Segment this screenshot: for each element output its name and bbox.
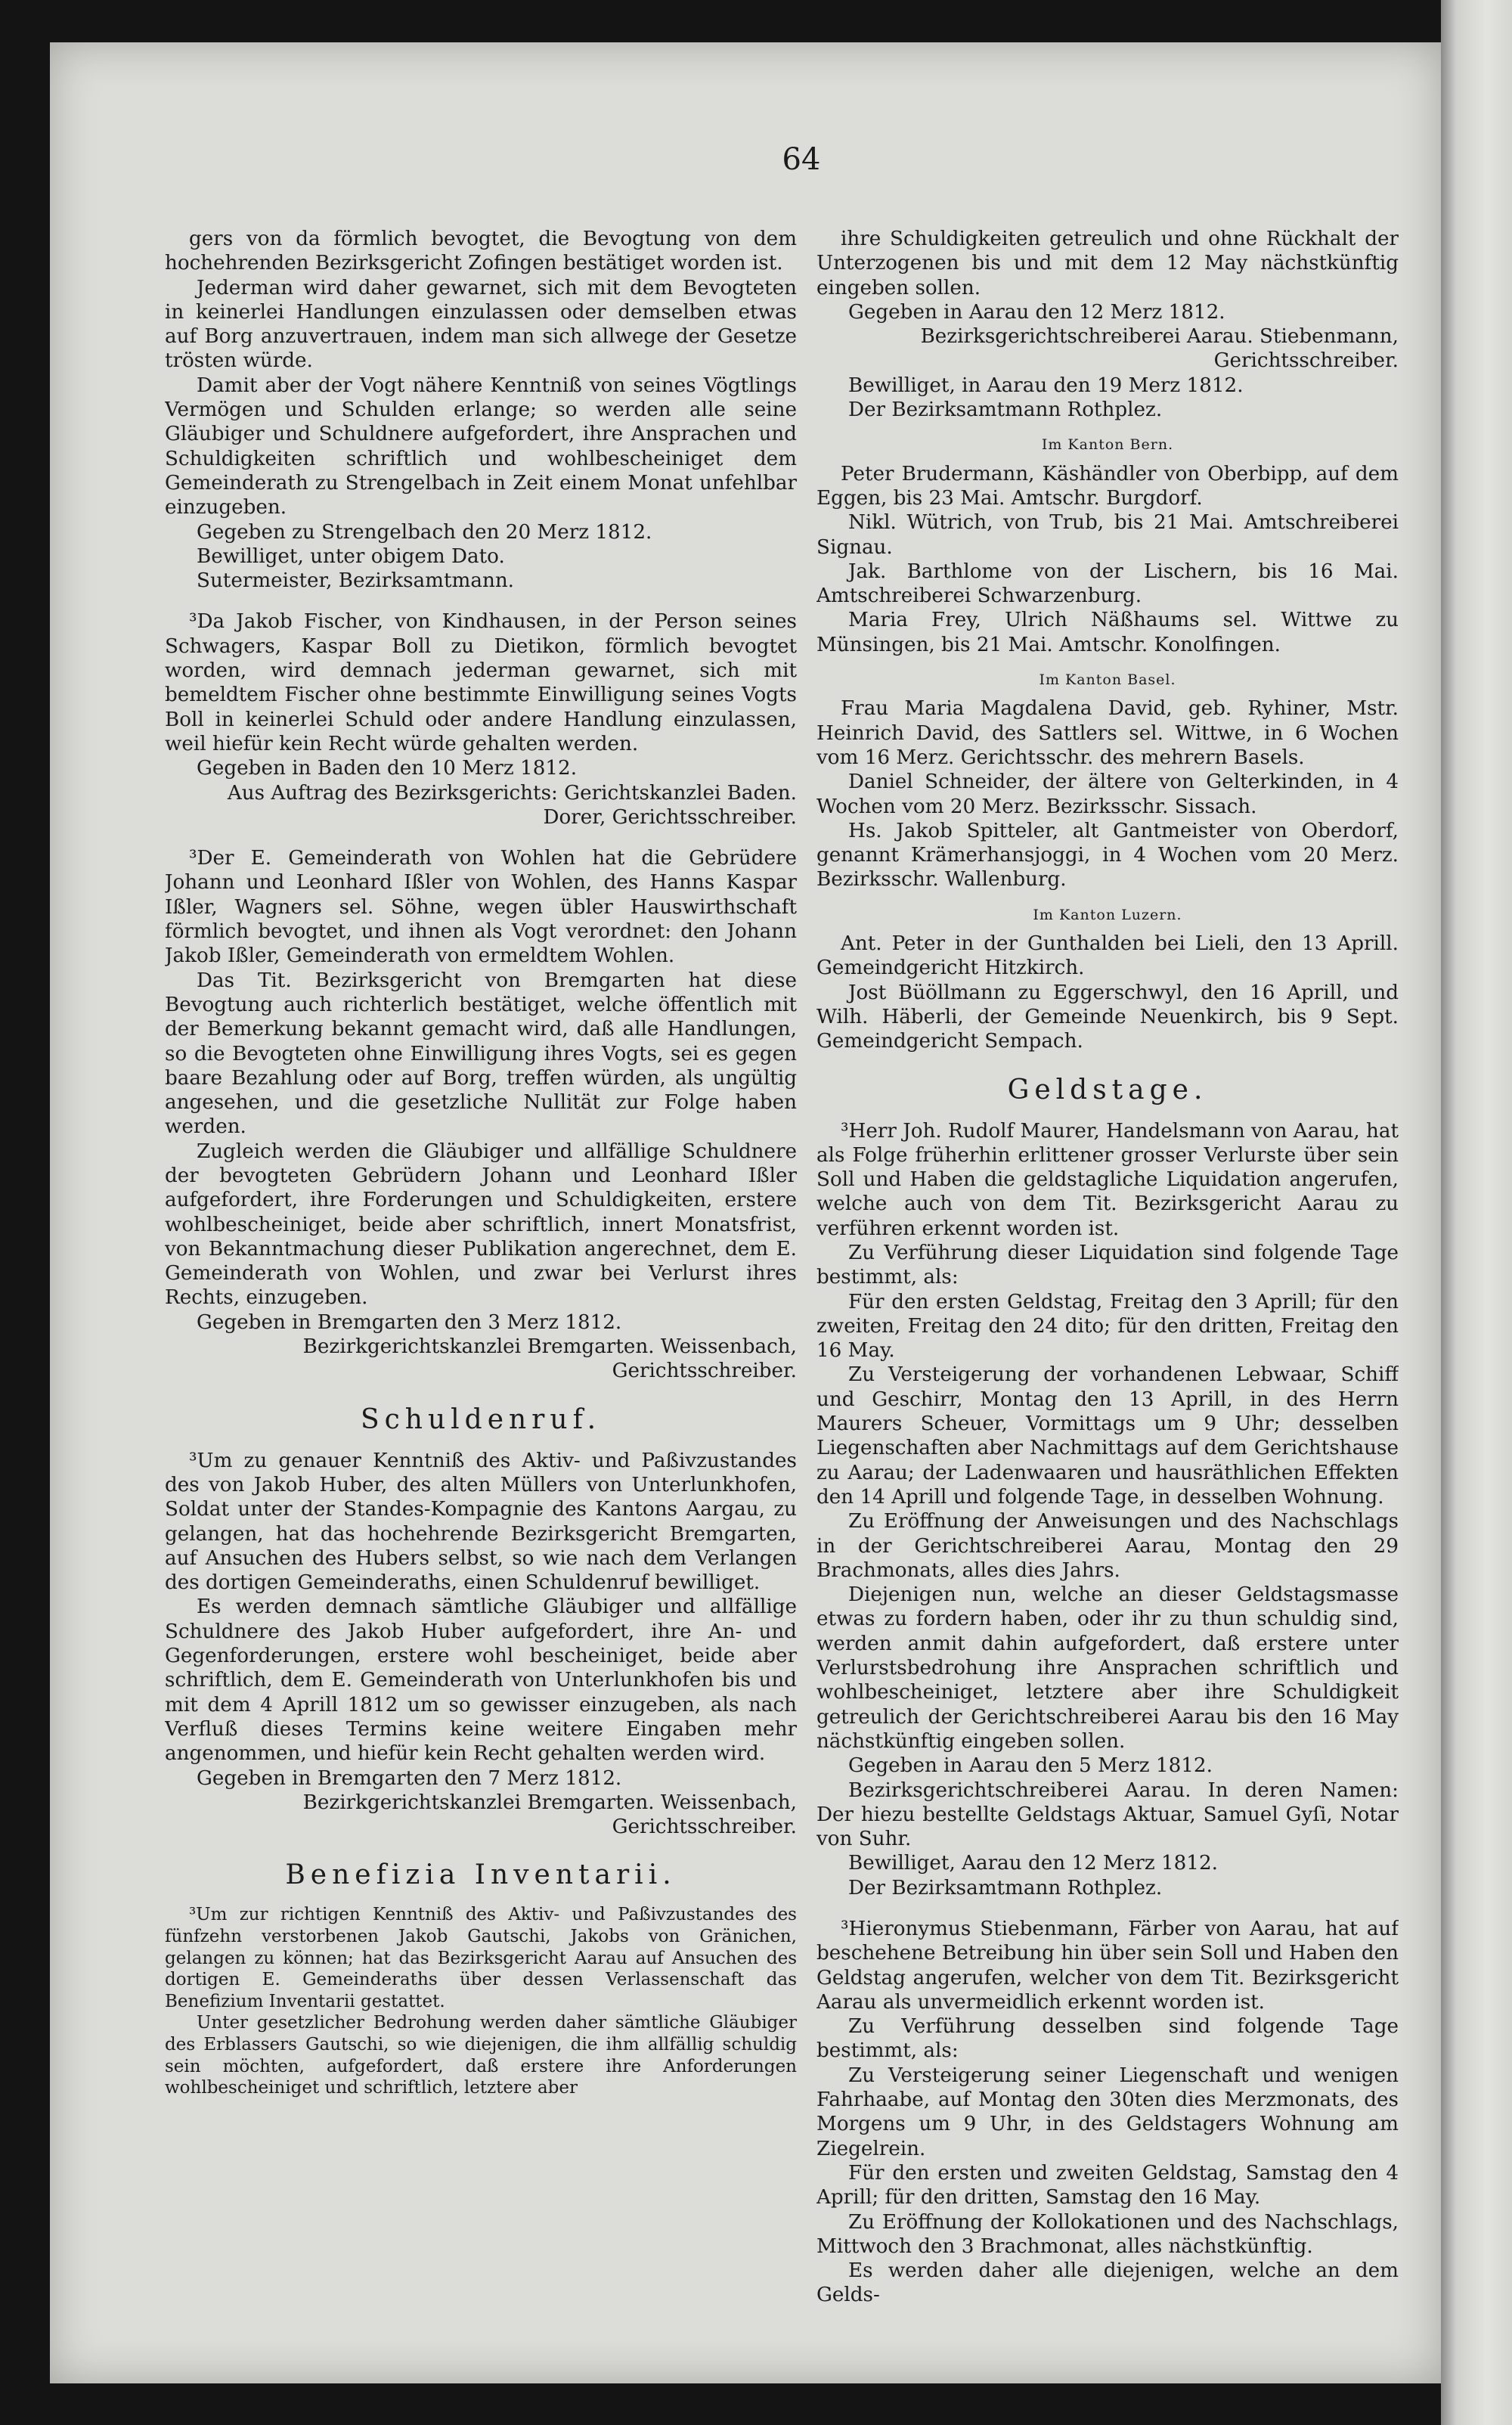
- notice-paragraph: ³Um zu genauer Kenntniß des Aktiv- und Paßivzustandes des von Jakob Huber, des alten Müllers von Unterlunkhofen, Soldat unter der Standes-Kompagnie des Kantons Aargau, zu gelangen, hat das hochehrende Bezirksgericht Bremgarten, auf Ansuchen des Hubers selbst, so wie nach dem Verlangen des dortigen Gemeinderaths, einen Schuldenruf bewilliget.: [165, 1449, 797, 1595]
- page-number: 64: [782, 142, 821, 177]
- notice-entry: [816, 932, 1399, 1053]
- notice-paragraph: Gegeben zu Strengelbach den 20 Merz 1812.: [197, 520, 652, 544]
- notice-entry: [816, 696, 1399, 892]
- notice-paragraph: Jak. Barthlome von der Lischern, bis 16 Mai. Amtschreiberei Schwarzenburg.: [816, 560, 1399, 608]
- notice-paragraph: Zu Versteigerung der vorhandenen Lebwaar, Schiff und Geschirr, Montag den 13 Aprill, in des Herrn Maurers Scheuer, Vormittags um 9 Uhr; desselben Liegenschaften aber Nachmittags auf dem Gerichtshause zu Aarau; der Ladenwaaren und hausräthlichen Effekten den 14 Aprill und folgende Tage, in desselben Wohnung.: [816, 1363, 1399, 1509]
- notice-paragraph: Dorer, Gerichtsschreiber.: [543, 805, 797, 829]
- notice-paragraph: Damit aber der Vogt nähere Kenntniß von seines Vögtlings Vermögen und Schulden erlange; so werden alle seine Gläubiger und Schuldnere aufgefordert, ihre Ansprachen und Schuldigkeiten schriftlich und wohlbescheiniget dem Gemeinderath zu Strengelbach in Zeit einem Monat unfehlbar einzugeben.: [165, 374, 797, 519]
- notice-paragraph: ³Herr Joh. Rudolf Maurer, Handelsmann von Aarau, hat als Folge früherhin erlittener grosser Verlurste über sein Soll und Haben die geldstagliche Liquidation angerufen, welche auch von dem Tit. Bezirksgericht Aarau zu verführen erkennt worden ist.: [816, 1119, 1399, 1240]
- notice-paragraph: ihre Schuldigkeiten getreulich und ohne Rückhalt der Unterzogenen bis und mit dem 12 May nächstkünftig eingeben sollen.: [816, 228, 1399, 299]
- notice-paragraph: Zu Verführung dieser Liquidation sind folgende Tage bestimmt, als:: [816, 1241, 1399, 1289]
- notice-paragraph: Jederman wird daher gewarnet, sich mit dem Bevogteten in keinerlei Handlungen einzulassen oder demselben etwas auf Borg anzuvertrauen, indem man sich allwege der Gesetze trösten würde.: [165, 276, 797, 373]
- notice-paragraph: Aus Auftrag des Bezirksgerichts: Gerichtskanzlei Baden.: [227, 781, 797, 805]
- notice-entry: [165, 846, 797, 1384]
- notice-paragraph: Gegeben in Aarau den 5 Merz 1812.: [848, 1754, 1213, 1778]
- notice-paragraph: Unter gesetzlicher Bedrohung werden daher sämtliche Gläubiger des Erblassers Gautschi, so wie diejenigen, die ihm allfällig schuldig sein möchten, aufgefordert, daß erstere ihre Anforderungen wohlbescheiniget und schriftlich, letztere aber: [165, 2013, 797, 2098]
- right-column: [816, 227, 1399, 2329]
- notice-paragraph: ³Hieronymus Stiebenmann, Färber von Aarau, hat auf beschehene Betreibung hin über sein Soll und Haben den Geldstag angerufen, welcher von dem Tit. Bezirksgericht Aarau als unvermeidlich erkennt worden ist.: [816, 1918, 1399, 2014]
- notice-paragraph: Bezirksgerichtschreiberei Aarau. In deren Namen: Der hiezu bestellte Geldstags Aktuar, Samuel Gyſi, Notar von Suhr.: [816, 1778, 1399, 1851]
- notice-entry: [165, 1449, 797, 1840]
- notice-paragraph: Bezirkgerichtskanzlei Bremgarten. Weissenbach, Gerichtsschreiber.: [302, 1335, 797, 1383]
- notice-paragraph: Zu Verführung desselben sind folgende Tage bestimmt, als:: [816, 2015, 1399, 2063]
- notice-paragraph: gers von da förmlich bevogtet, die Bevogtung von dem hochehrenden Bezirksgericht Zofingen bestätiget worden ist.: [165, 228, 797, 275]
- notice-entry: [816, 1917, 1399, 2308]
- notice-paragraph: Sutermeister, Bezirksamtmann.: [197, 569, 515, 593]
- notice-paragraph: Hs. Jakob Spitteler, alt Gantmeister von Oberdorf, genannt Krämerhansjoggi, in 4 Wochen vom 20 Merz. Bezirksschr. Wallenburg.: [816, 819, 1399, 892]
- notice-paragraph: Jost Büöllmann zu Eggerschwyl, den 16 Aprill, und Wilh. Häberli, der Gemeinde Neuenkirch, bis 9 Sept. Gemeindgericht Sempach.: [816, 981, 1399, 1053]
- notice-paragraph: Bewilliget, Aarau den 12 Merz 1812.: [848, 1852, 1218, 1875]
- notice-paragraph: Zu Versteigerung seiner Liegenschaft und wenigen Fahrhaabe, auf Montag den 30ten dies Merzmonats, des Morgens um 9 Uhr, in des Geldstagers Wohnung am Ziegelrein.: [816, 2064, 1399, 2160]
- canton-heading: Im Kanton Basel.: [1039, 671, 1176, 689]
- notice-paragraph: Peter Brudermann, Käshändler von Oberbipp, auf dem Eggen, bis 23 Mai. Amtschr. Burgdorf.: [816, 462, 1399, 510]
- notice-paragraph: Zugleich werden die Gläubiger und allfällige Schuldnere der bevogteten Gebrüdern Johann und Leonhard Ißler aufgefordert, ihre Forderungen und Schuldigkeiten, erstere wohlbescheiniget, beide aber schriftlich, innert Monatsfrist, von Bekanntmachung dieser Publikation angerechnet, dem E. Gemeinderath von Wohlen, und zwar bei Verlurst ihres Rechts, einzugeben.: [165, 1140, 797, 1310]
- notice-entry: [165, 1904, 797, 2098]
- section-heading: Geldstage.: [1007, 1074, 1208, 1106]
- notice-paragraph: ³Um zur richtigen Kenntniß des Aktiv- und Paßivzustandes des fünfzehn verstorbenen Jakob Gautschi, Jakobs von Gränichen, gelangen zu können; hat das Bezirksgericht Aarau auf Ansuchen des dortigen E. Gemeinderaths über dessen Verlassenschaft das Benefizium Inventarii gestattet.: [165, 1905, 797, 2011]
- notice-entry: [816, 1119, 1399, 1901]
- notice-entry: [165, 227, 797, 593]
- notice-paragraph: Der Bezirksamtmann Rothplez.: [848, 1876, 1163, 1899]
- notice-paragraph: Der Bezirksamtmann Rothplez.: [848, 398, 1163, 422]
- notice-paragraph: Bezirksgerichtschreiberei Aarau. Stiebenmann, Gerichtsschreiber.: [920, 325, 1399, 373]
- section-heading: Schuldenruf.: [360, 1403, 602, 1435]
- left-column: [165, 227, 797, 2329]
- notice-paragraph: Daniel Schneider, der ältere von Gelterkinden, in 4 Wochen vom 20 Merz. Bezirksschr. Sissach.: [816, 771, 1399, 818]
- notice-paragraph: Für den ersten Geldstag, Freitag den 3 Aprill; für den zweiten, Freitag den 24 dito; für den dritten, Freitag den 16 May.: [816, 1290, 1399, 1363]
- notice-paragraph: ³Da Jakob Fischer, von Kindhausen, in der Person seines Schwagers, Kaspar Boll zu Dietikon, förmlich bevogtet worden, wird demnach jederman gewarnet, sich mit bemeldtem Fischer ohne bestimmte Einwilligung seines Vogts Boll in keinerlei Schuld oder andere Handlung einzulassen, weil hiefür kein Recht würde gehalten werden.: [165, 610, 797, 755]
- notice-paragraph: Gegeben in Bremgarten den 3 Merz 1812.: [197, 1310, 622, 1334]
- notice-paragraph: Zu Eröffnung der Kollokationen und des Nachschlags, Mittwoch den 3 Brachmonat, alles nächstkünftig.: [816, 2210, 1399, 2258]
- notice-paragraph: Maria Frey, Ulrich Näßhaums sel. Wittwe zu Münsingen, bis 21 Mai. Amtschr. Konolfingen.: [816, 609, 1399, 656]
- notice-paragraph: Zu Eröffnung der Anweisungen und des Nachschlags in der Gerichtschreiberei Aarau, Montag den 29 Brachmonats, alles dies Jahrs.: [816, 1510, 1399, 1582]
- notice-entry: [816, 227, 1399, 422]
- adjacent-page-edge: [1441, 0, 1512, 2425]
- notice-paragraph: Gegeben in Bremgarten den 7 Merz 1812.: [197, 1766, 622, 1790]
- notice-paragraph: Bewilliget, unter obigem Dato.: [197, 544, 505, 568]
- notice-entry: [165, 609, 797, 830]
- notice-paragraph: Diejenigen nun, welche an dieser Geldstagsmasse etwas zu fordern haben, oder ihr zu thun schuldig sind, werden anmit dahin aufgefordert, daß erstere unter Verlurstsbedrohung ihre Ansprachen schriftlich und wohlbescheiniget, letztere aber ihre Schuldigkeit getreulich der Gerichtschreiberei Aarau bis den 16 May nächstkünftig eingeben sollen.: [816, 1583, 1399, 1753]
- notice-paragraph: Es werden daher alle diejenigen, welche an dem Gelds-: [816, 2259, 1399, 2307]
- notice-paragraph: Gegeben in Baden den 10 Merz 1812.: [197, 757, 578, 780]
- notice-paragraph: Bezirkgerichtskanzlei Bremgarten. Weissenbach, Gerichtsschreiber.: [302, 1791, 797, 1839]
- notice-paragraph: Das Tit. Bezirksgericht von Bremgarten hat diese Bevogtung auch richterlich bestätiget, welche öffentlich mit der Bemerkung bekannt gemacht wird, daß alle Handlungen, so die Bevogteten ohne Einwilligung ihres Vogts, sei es gegen baare Bezahlung oder auf Borg, treffen würden, als ungültig angesehen, und die gesetzliche Nullität zur Folge haben werden.: [165, 969, 797, 1139]
- notice-paragraph: ³Der E. Gemeinderath von Wohlen hat die Gebrüdere Johann und Leonhard Ißler von Wohlen, des Hanns Kaspar Ißler, Wagners sel. Söhne, wegen übler Hauswirthschaft förmlich bevogtet, und ihnen als Vogt verordnet: den Johann Jakob Ißler, Gemeinderath von ermeldtem Wohlen.: [165, 847, 797, 968]
- notice-paragraph: Frau Maria Magdalena David, geb. Ryhiner, Mstr. Heinrich David, des Sattlers sel. Wittwe, in 6 Wochen vom 16 Merz. Gerichtsschr. des mehrern Basels.: [816, 697, 1399, 769]
- notice-paragraph: Bewilliget, in Aarau den 19 Merz 1812.: [848, 374, 1244, 397]
- notice-paragraph: Nikl. Wütrich, von Trub, bis 21 Mai. Amtschreiberei Signau.: [816, 511, 1399, 559]
- notice-paragraph: Ant. Peter in der Gunthalden bei Lieli, den 13 Aprill. Gemeindgericht Hitzkirch.: [816, 932, 1399, 980]
- notice-paragraph: Es werden demnach sämtliche Gläubiger und allfällige Schuldnere des Jakob Huber aufgefordert, ihre An- und Gegenforderungen, erstere wohl bescheiniget, beide aber schriftlich, dem E. Gemeinderath von Unterlunkhofen bis und mit dem 4 Aprill 1812 um so gewisser einzugeben, als nach Verfluß dieses Termins keine weitere Eingaben mehr angenommen, und hiefür kein Recht gehalten werden wird.: [165, 1595, 797, 1766]
- notice-entry: [816, 462, 1399, 657]
- notice-paragraph: Gegeben in Aarau den 12 Merz 1812.: [848, 300, 1225, 324]
- canton-heading: Im Kanton Luzern.: [1033, 906, 1182, 923]
- notice-paragraph: Für den ersten und zweiten Geldstag, Samstag den 4 Aprill; für den dritten, Samstag den 16 May.: [816, 2161, 1399, 2209]
- section-heading: Benefizia Inventarii.: [285, 1859, 677, 1891]
- canton-heading: Im Kanton Bern.: [1041, 436, 1174, 454]
